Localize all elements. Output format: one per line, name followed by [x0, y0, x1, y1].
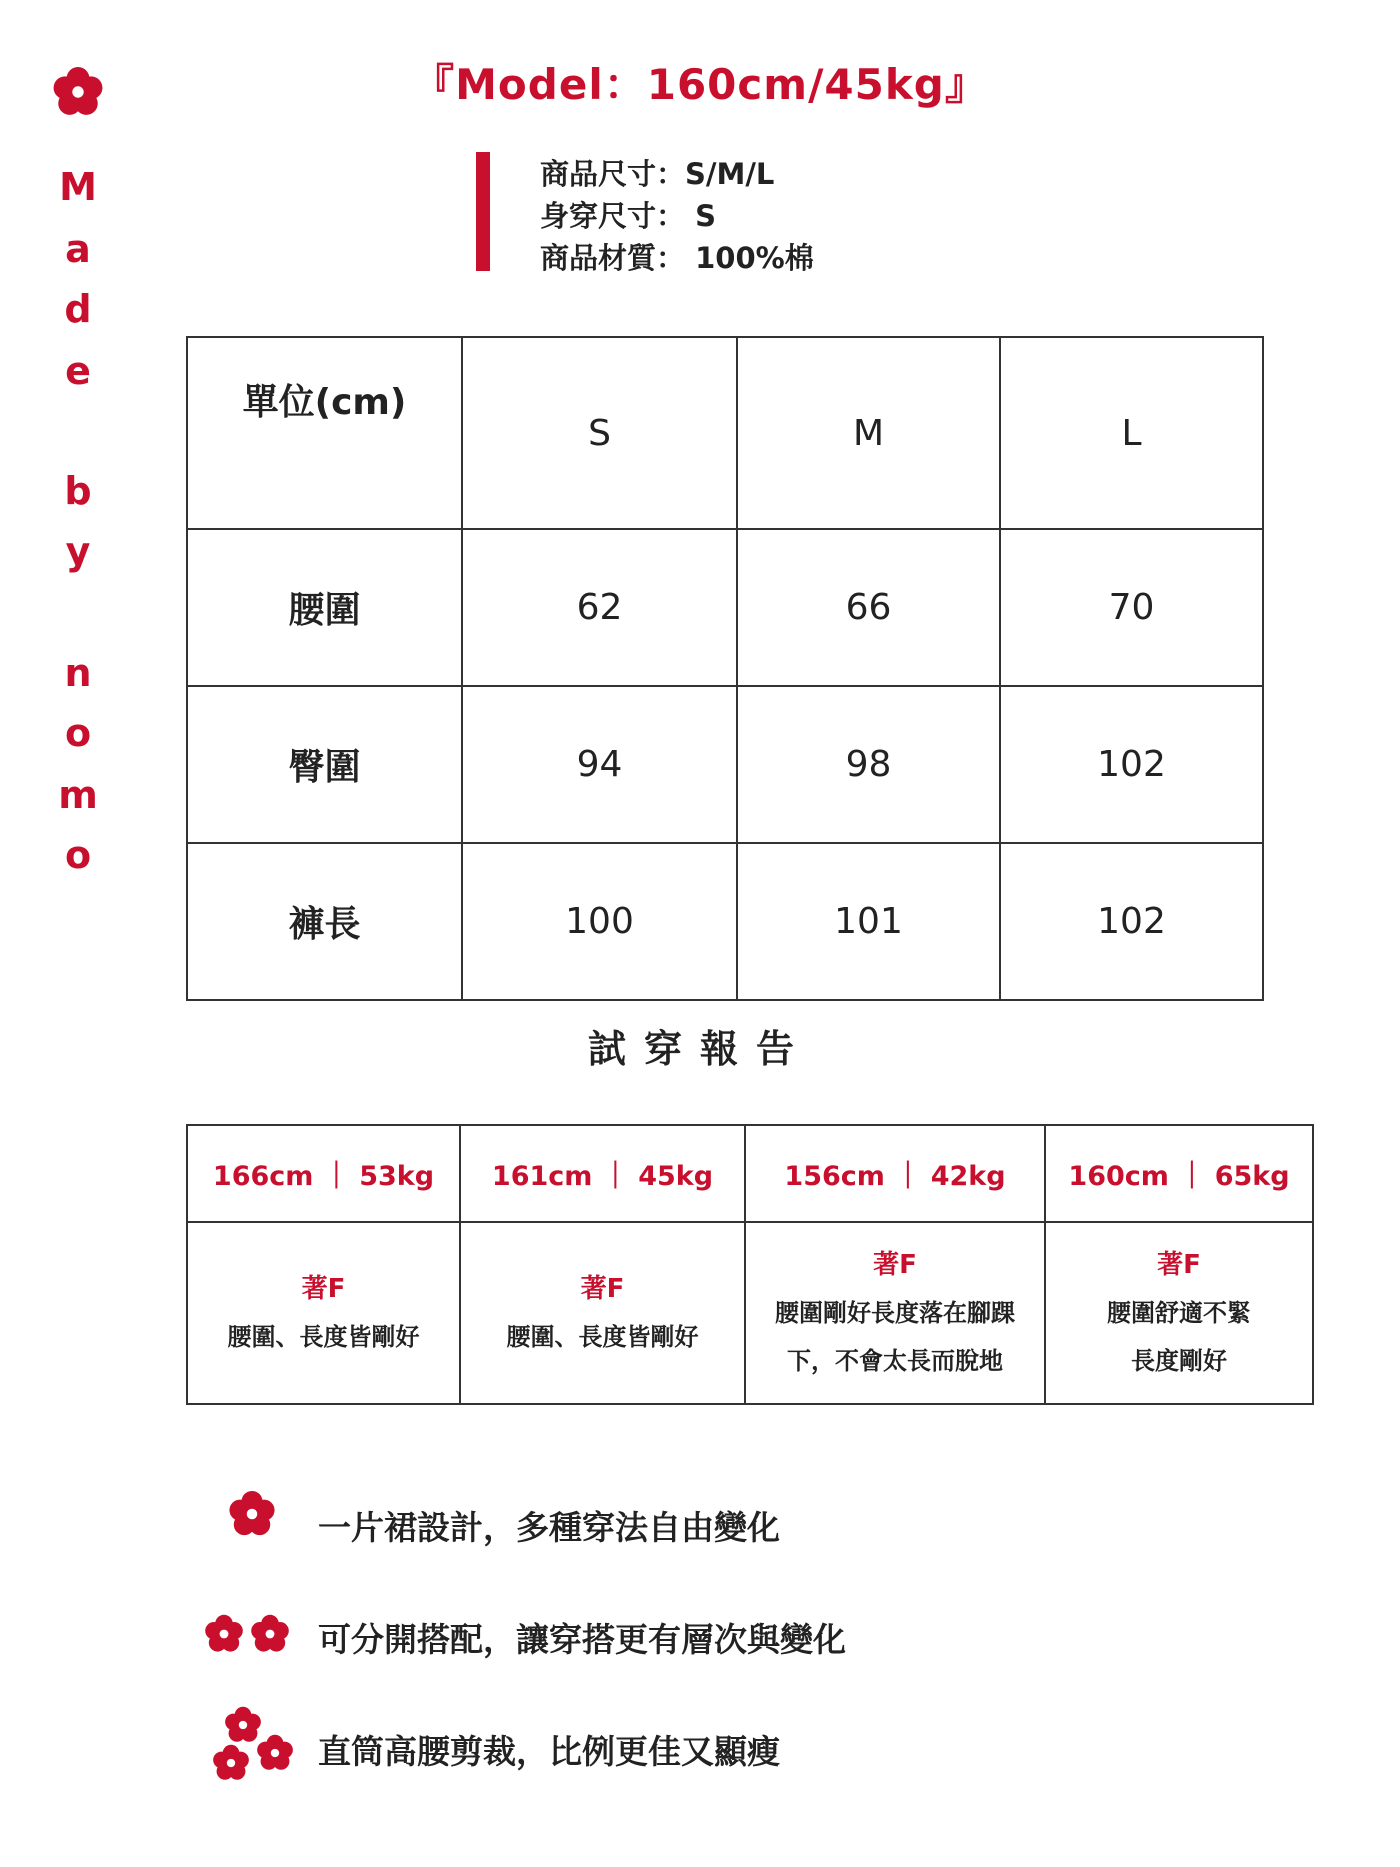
brand-letter: n — [64, 651, 92, 695]
size-header-s: S — [462, 337, 737, 529]
feature-item: 直筒高腰剪裁，比例更佳又顯瘦 — [318, 1732, 780, 1771]
tester-stats: 160cm ｜ 65kg — [1045, 1125, 1313, 1222]
table-cell: 100 — [462, 843, 737, 1000]
tester-comment: 下，不會太長而脫地 — [787, 1347, 1003, 1375]
brand-letter: M — [59, 165, 97, 209]
size-header-m: M — [737, 337, 1000, 529]
tester-wear-size: 著F — [873, 1250, 917, 1280]
row-label-length: 褲長 — [187, 843, 462, 1000]
flower-bullet-icon — [256, 1734, 294, 1772]
table-cell: 102 — [1000, 843, 1263, 1000]
feature-item: 可分開搭配，讓穿搭更有層次與變化 — [318, 1620, 846, 1659]
size-header-unit: 單位(cm) — [187, 337, 462, 529]
size-table-header-row — [187, 337, 1263, 529]
feature-item: 一片裙設計，多種穿法自由變化 — [318, 1508, 780, 1547]
row-label-hip: 臀圍 — [187, 686, 462, 843]
tester-stats: 161cm ｜ 45kg — [460, 1125, 745, 1222]
brand-letter: a — [65, 227, 91, 271]
tester-review — [187, 1222, 460, 1404]
tester-review — [460, 1222, 745, 1404]
fit-report-title: 試穿報告 — [587, 1027, 812, 1071]
brand-letter: o — [64, 711, 92, 755]
fit-report-table — [186, 1124, 1314, 1405]
tester-review — [745, 1222, 1045, 1404]
table-cell: 62 — [462, 529, 737, 686]
brand-letter: e — [65, 349, 91, 393]
tester-stats: 166cm ｜ 53kg — [187, 1125, 460, 1222]
fit-report-header-row — [187, 1125, 1313, 1222]
brand-letter: y — [65, 529, 91, 573]
table-row — [187, 529, 1263, 686]
table-cell: 101 — [737, 843, 1000, 1000]
brand-letter: d — [64, 287, 92, 331]
table-cell: 102 — [1000, 686, 1263, 843]
brand-letter: b — [64, 469, 92, 513]
tester-comment: 腰圍舒適不緊 — [1107, 1299, 1251, 1327]
row-label-waist: 腰圍 — [187, 529, 462, 686]
flower-bullet-icon — [212, 1744, 250, 1782]
brand-letter: m — [58, 773, 98, 817]
tester-wear-size: 著F — [580, 1274, 625, 1304]
brand-letter: o — [64, 833, 92, 877]
table-cell: 70 — [1000, 529, 1263, 686]
flower-bullet-icon — [250, 1614, 290, 1654]
tester-comment: 長度剛好 — [1131, 1347, 1227, 1375]
size-table — [186, 336, 1264, 1001]
model-title: 『Model：160cm/45kg』 — [412, 60, 988, 109]
table-row — [187, 686, 1263, 843]
fit-report-body-row — [187, 1222, 1313, 1404]
flower-bullet-icon — [228, 1490, 276, 1538]
tester-wear-size: 著F — [301, 1274, 346, 1304]
flower-bullet-icon — [204, 1614, 244, 1654]
table-cell: 66 — [737, 529, 1000, 686]
tester-review — [1045, 1222, 1313, 1404]
table-cell: 98 — [737, 686, 1000, 843]
worn-size: 身穿尺寸： S — [540, 199, 716, 233]
table-cell: 94 — [462, 686, 737, 843]
table-row — [187, 843, 1263, 1000]
tester-comment: 腰圍、長度皆剛好 — [506, 1323, 699, 1351]
spec-accent-bar — [476, 152, 490, 271]
tester-stats: 156cm ｜ 42kg — [745, 1125, 1045, 1222]
size-header-l: L — [1000, 337, 1263, 529]
tester-comment: 腰圍、長度皆剛好 — [227, 1323, 420, 1351]
tester-comment: 腰圍剛好長度落在腳踝 — [775, 1299, 1015, 1327]
product-size: 商品尺寸：S/M/L — [540, 157, 775, 191]
tester-wear-size: 著F — [1157, 1250, 1201, 1280]
product-material: 商品材質： 100%棉 — [540, 241, 814, 275]
